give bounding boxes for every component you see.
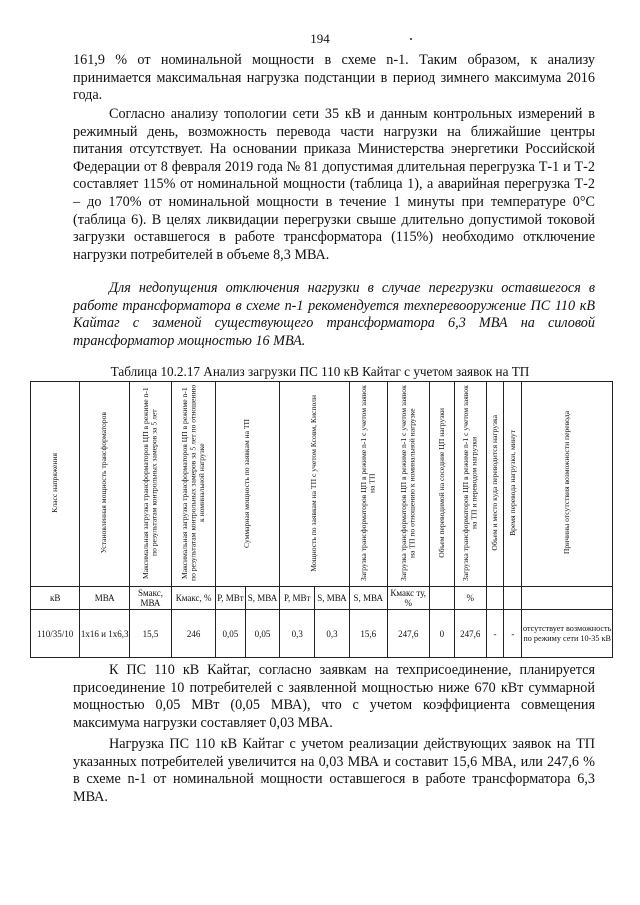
data-cell: 0: [429, 610, 454, 658]
table-row: [31, 610, 613, 658]
paragraph-load-result: Нагрузка ПС 110 кВ Кайтаг с учетом реализации действующих заявок на ТП указанных потребителей увеличится на 0,03 МВА и составит 15,6 МВА, или 247,6 % в схеме n-1 от номинальной мощности оставшегося в работе трансформатора 6,3 МВА.: [73, 736, 595, 805]
header-cell: Загрузка трансформаторов ЦП в режиме n-1 с учетом заявок на ТП по отношению к номинальной нагрузке: [387, 382, 429, 587]
data-cell: 0,3: [315, 610, 350, 658]
table-units-row: [31, 587, 613, 610]
data-cell: 110/35/10: [31, 610, 80, 658]
header-cell: Максимальная загрузка трансформаторов ЦП в режиме n-1 по результатам контрольных замеров за 5 лет по отношению к номинальной нагрузке: [172, 382, 216, 587]
header-cell: Установленная мощность трансформаторов: [80, 382, 129, 587]
table-header-row: [31, 382, 613, 587]
header-cell: Максимальная загрузка трансформаторов ЦП в режиме n-1 по результатам контрольных замеров за 5 лет: [129, 382, 171, 587]
header-cell: Класс напряжения: [31, 382, 80, 587]
paragraph-2: Согласно анализу топологии сети 35 кВ и данным контрольных измерений в режимный день, возможность перевода части нагрузки на ближайшие центры питания отсутствует. На основании приказа Министерства энергетики Российской Федерации от 8 февраля 2019 года № 81 допустимая длительная перегрузка Т-1 и Т-2 составляет 115% от номинальной мощности (таблица 1), а аварийная перегрузка Т-2 – до 170% от номинальной мощности в течение 1 минуты при температуре 0°С (таблица 6). В целях ликвидации перегрузки свыше длительно допустимой токовой загрузки оставшегося в работе трансформатора (115%) необходимо отключение нагрузки потребителей в объеме 8,3 МВА.: [73, 106, 595, 263]
unit-cell: S, МВА: [349, 587, 387, 610]
header-cell: Суммарная мощность по заявкам на ТП: [216, 382, 280, 587]
data-cell: 15,5: [129, 610, 171, 658]
data-cell: 1х16 и 1х6,3: [80, 610, 129, 658]
header-cell: Причины отсутствия возможности перевода: [522, 382, 613, 587]
header-cell: Мощность по заявкам на ТП с учетом Ксовм, Кисполн: [280, 382, 349, 587]
unit-cell: Sмакс, МВА: [129, 587, 171, 610]
header-cell: Загрузка трансформаторов ЦП в режиме n-1 с учетом заявок на ТП и переводом нагрузки: [455, 382, 487, 587]
data-cell: 0,05: [245, 610, 280, 658]
header-cell: Объем и место куда переводится нагрузка: [486, 382, 504, 587]
paragraph-1: 161,9 % от номинальной мощности в схеме n-1. Таким образом, к анализу принимается максимальная нагрузка подстанции в период зимнего максимума 2016 года.: [73, 52, 595, 104]
unit-cell: [504, 587, 522, 610]
unit-cell: [429, 587, 454, 610]
data-cell: 247,6: [455, 610, 487, 658]
paragraph-connections: К ПС 110 кВ Кайтаг, согласно заявкам на техприсоединение, планируется присоединение 10 потребителей с заявленной мощностью ниже 670 кВт суммарной мощностью 0,05 МВт (0,05 МВА), что с учетом коэффициента совмещения максимума нагрузки составляет 0,03 МВА.: [73, 662, 595, 731]
header-cell: Загрузка трансформаторов ЦП в режиме n-1 с учетом заявок на ТП: [349, 382, 387, 587]
data-cell: 0,3: [280, 610, 315, 658]
unit-cell: [486, 587, 504, 610]
data-cell: 247,6: [387, 610, 429, 658]
data-cell: отсутствует возможность по режиму сети 10-35 кВ: [522, 610, 613, 658]
table-caption: Таблица 10.2.17 Анализ загрузки ПС 110 кВ Кайтаг с учетом заявок на ТП: [110, 364, 530, 379]
data-cell: 15,6: [349, 610, 387, 658]
unit-cell: %: [455, 587, 487, 610]
unit-cell: S, МВА: [315, 587, 350, 610]
data-cell: -: [486, 610, 504, 658]
load-analysis-table: [30, 381, 613, 658]
unit-cell: МВА: [80, 587, 129, 610]
data-cell: 0,05: [216, 610, 245, 658]
data-cell: 246: [172, 610, 216, 658]
header-cell: Объем переводимой на соседние ЦП нагрузки: [429, 382, 454, 587]
unit-cell: S, МВА: [245, 587, 280, 610]
unit-cell: Кмакс, %: [172, 587, 216, 610]
page-number: 194: [310, 31, 330, 46]
paragraph-recommendation: Для недопущения отключения нагрузки в случае перегрузки оставшегося в работе трансформатора в схеме n-1 рекомендуется техперевооружение ПС 110 кВ Кайтаг с заменой существующего трансформатора 6,3 МВА на силовой трансформатор мощностью 16 МВА.: [73, 280, 595, 349]
data-cell: -: [504, 610, 522, 658]
unit-cell: [522, 587, 613, 610]
unit-cell: P, МВт: [280, 587, 315, 610]
header-cell: Время перевода нагрузки, минут: [504, 382, 522, 587]
unit-cell: Кмакс ту, %: [387, 587, 429, 610]
unit-cell: P, МВт: [216, 587, 245, 610]
unit-cell: кВ: [31, 587, 80, 610]
scan-mark: [410, 38, 412, 40]
